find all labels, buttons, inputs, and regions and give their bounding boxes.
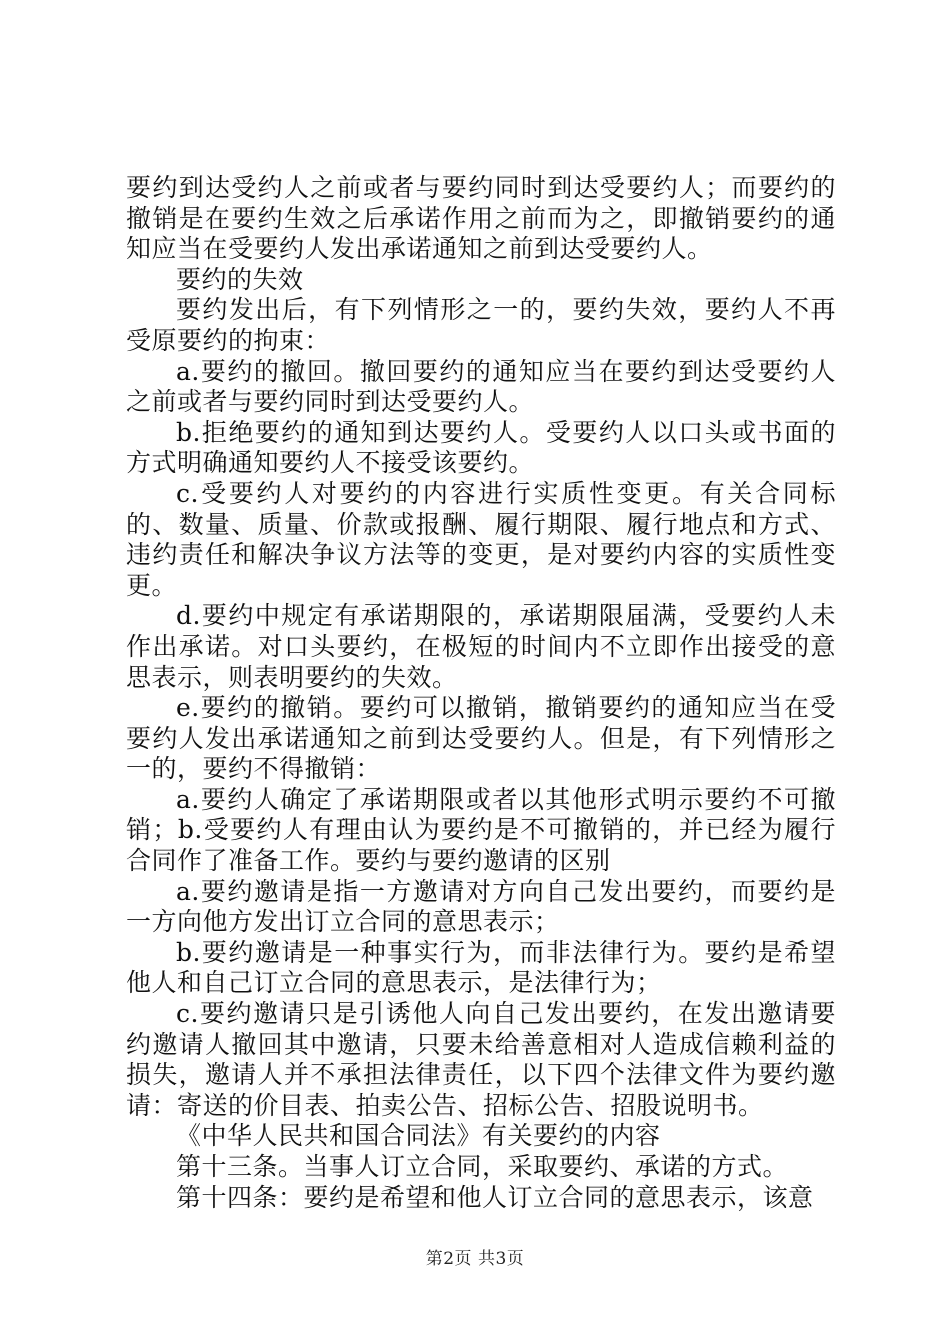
- paragraph: b.要约邀请是一种事实行为，而非法律行为。要约是希望他人和自己订立合同的意思表示，是法律行为；: [126, 937, 836, 998]
- page-number-footer: 第2页 共3页: [425, 1249, 525, 1269]
- paragraph: 要约发出后，有下列情形之一的，要约失效，要约人不再受原要约的拘束：: [126, 295, 836, 355]
- paragraph: a.要约人确定了承诺期限或者以其他形式明示要约不可撤销；b.受要约人有理由认为要约是不可撤销的，并已经为履行合同作了准备工作。要约与要约邀请的区别: [126, 784, 836, 876]
- paragraph: 《中华人民共和国合同法》有关要约的内容: [176, 1121, 661, 1151]
- paragraph: a.要约的撤回。撤回要约的通知应当在要约到达受要约人之前或者与要约同时到达受要约人。: [126, 356, 836, 417]
- paragraph: 要约到达受约人之前或者与要约同时到达受要约人；而要约的撤销是在要约生效之后承诺作用之前而为之，即撤销要约的通知应当在受要约人发出承诺通知之前到达受要约人。: [126, 173, 836, 264]
- paragraph: b.拒绝要约的通知到达要约人。受要约人以口头或书面的方式明确通知要约人不接受该要约。: [126, 417, 836, 478]
- paragraph: e.要约的撤销。要约可以撤销，撤销要约的通知应当在受要约人发出承诺通知之前到达受要约人。但是，有下列情形之一的，要约不得撤销：: [126, 693, 836, 784]
- paragraph: a.要约邀请是指一方邀请对方向自己发出要约，而要约是一方向他方发出订立合同的意思表示；: [126, 876, 836, 937]
- paragraph: 第十三条。当事人订立合同，采取要约、承诺的方式。: [176, 1152, 789, 1181]
- paragraph: c.受要约人对要约的内容进行实质性变更。有关合同标的、数量、质量、价款或报酬、履行期限、履行地点和方式、违约责任和解决争议方法等的变更，是对要约内容的实质性变更。: [126, 478, 836, 600]
- paragraph: d.要约中规定有承诺期限的，承诺期限届满，受要约人未作出承诺。对口头要约，在极短的时间内不立即作出接受的意思表示，则表明要约的失效。: [126, 601, 836, 692]
- paragraph: 要约的失效: [176, 264, 304, 294]
- paragraph: c.要约邀请只是引诱他人向自己发出要约，在发出邀请要约邀请人撤回其中邀请，只要未给善意相对人造成信赖利益的损失，邀请人并不承担法律责任，以下四个法律文件为要约邀请：寄送的价目表、拍卖公告、招标公告、招股说明书。: [126, 999, 836, 1120]
- paragraph: 第十四条：要约是希望和他人订立合同的意思表示，该意: [176, 1182, 814, 1212]
- document-body: [126, 173, 836, 1213]
